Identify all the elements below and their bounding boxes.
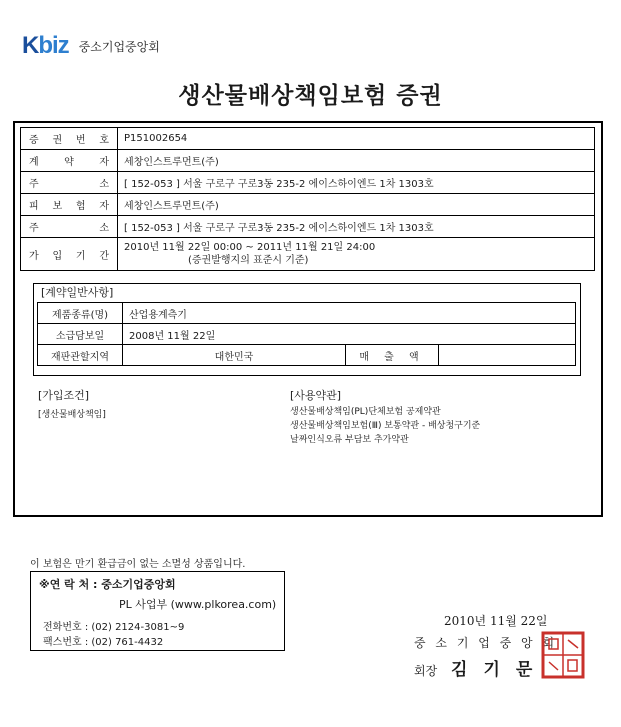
table-row bbox=[21, 128, 595, 150]
kbiz-logo bbox=[22, 32, 160, 60]
contact-title: ※연 락 처 : 중소기업중앙회 bbox=[39, 578, 176, 591]
list-item: 생산물배상책임보험(Ⅲ) 보통약관 - 배상청구기준 bbox=[290, 421, 481, 431]
period-note: (증권발행지의 표준시 기준) bbox=[188, 255, 309, 266]
chairman-title: 회장 bbox=[414, 664, 438, 678]
table-row bbox=[21, 150, 595, 172]
contractor-address-value: [ 152-053 ] 서울 구로구 구로3동 235-2 에이스하이엔드 1차 1303호 bbox=[118, 172, 595, 194]
insured-label: 피 보 험 자 bbox=[21, 194, 118, 216]
period-range: 2010년 11월 22일 00:00 ~ 2011년 11월 21일 24:00 bbox=[124, 242, 376, 253]
official-seal-icon bbox=[540, 630, 586, 680]
product-type-value: 산업용계측기 bbox=[123, 303, 576, 324]
logo-biz: biz bbox=[38, 32, 69, 59]
chairman-line bbox=[414, 655, 548, 680]
jurisdiction-value: 대한민국 bbox=[123, 345, 346, 366]
general-table bbox=[37, 302, 576, 366]
table-row bbox=[38, 303, 576, 324]
notice-text: 이 보험은 만기 환급금이 없는 소멸성 상품입니다. bbox=[30, 559, 246, 570]
period-label: 가 입 기 간 bbox=[21, 238, 118, 271]
jurisdiction-label: 재판관할지역 bbox=[38, 345, 123, 366]
contractor-address-label: 주 소 bbox=[21, 172, 118, 194]
issue-date: 2010년 11월 22일 bbox=[444, 614, 548, 628]
insured-value: 세창인스트루먼트(주) bbox=[118, 194, 595, 216]
conditions-item: [생산물배상책임] bbox=[38, 410, 106, 420]
list-item: 날짜인식오류 부담보 추가약관 bbox=[290, 435, 409, 445]
insured-address-label: 주 소 bbox=[21, 216, 118, 238]
retro-date-value: 2008년 11월 22일 bbox=[123, 324, 576, 345]
policy-number-label: 증 권 번 호 bbox=[21, 128, 118, 150]
policy-number-value: P151002654 bbox=[118, 128, 595, 150]
contact-dept: PL 사업부 (www.plkorea.com) bbox=[119, 598, 277, 611]
issuer-org: 중 소 기 업 중 앙 회 bbox=[414, 636, 558, 650]
policy-info-table bbox=[20, 127, 595, 271]
document-title: 생산물배상책임보험 증권 bbox=[178, 83, 443, 109]
contractor-label: 계 약 자 bbox=[21, 150, 118, 172]
insured-address-value: [ 152-053 ] 서울 구로구 구로3동 235-2 에이스하이엔드 1차 1303호 bbox=[118, 216, 595, 238]
table-row bbox=[38, 345, 576, 366]
retro-date-label: 소급담보일 bbox=[38, 324, 123, 345]
table-row bbox=[21, 172, 595, 194]
chairman-name: 김기문 bbox=[451, 660, 549, 680]
table-row bbox=[21, 194, 595, 216]
contractor-value: 세창인스트루먼트(주) bbox=[118, 150, 595, 172]
phone-number: 전화번호 : (02) 2124-3081~9 bbox=[43, 622, 185, 633]
contact-box bbox=[30, 571, 285, 651]
conditions-title: [가입조건] bbox=[38, 389, 90, 402]
fax-number: 팩스번호 : (02) 761-4432 bbox=[43, 637, 164, 648]
table-row bbox=[21, 238, 595, 271]
product-type-label: 제품종류(명) bbox=[38, 303, 123, 324]
table-row bbox=[21, 216, 595, 238]
sales-value bbox=[439, 345, 576, 366]
list-item: 생산물배상책임(PL)단체보험 공제약관 bbox=[290, 407, 441, 417]
terms-title: [사용약관] bbox=[290, 389, 342, 402]
logo-org-name: 중소기업중앙회 bbox=[78, 39, 160, 54]
table-row bbox=[38, 324, 576, 345]
logo-k: K bbox=[22, 32, 39, 59]
period-value bbox=[118, 238, 595, 271]
logo-mark bbox=[22, 32, 69, 60]
sales-label: 매 출 액 bbox=[346, 345, 439, 366]
terms-list bbox=[290, 405, 480, 447]
general-section-title: [계약일반사항] bbox=[41, 286, 114, 299]
